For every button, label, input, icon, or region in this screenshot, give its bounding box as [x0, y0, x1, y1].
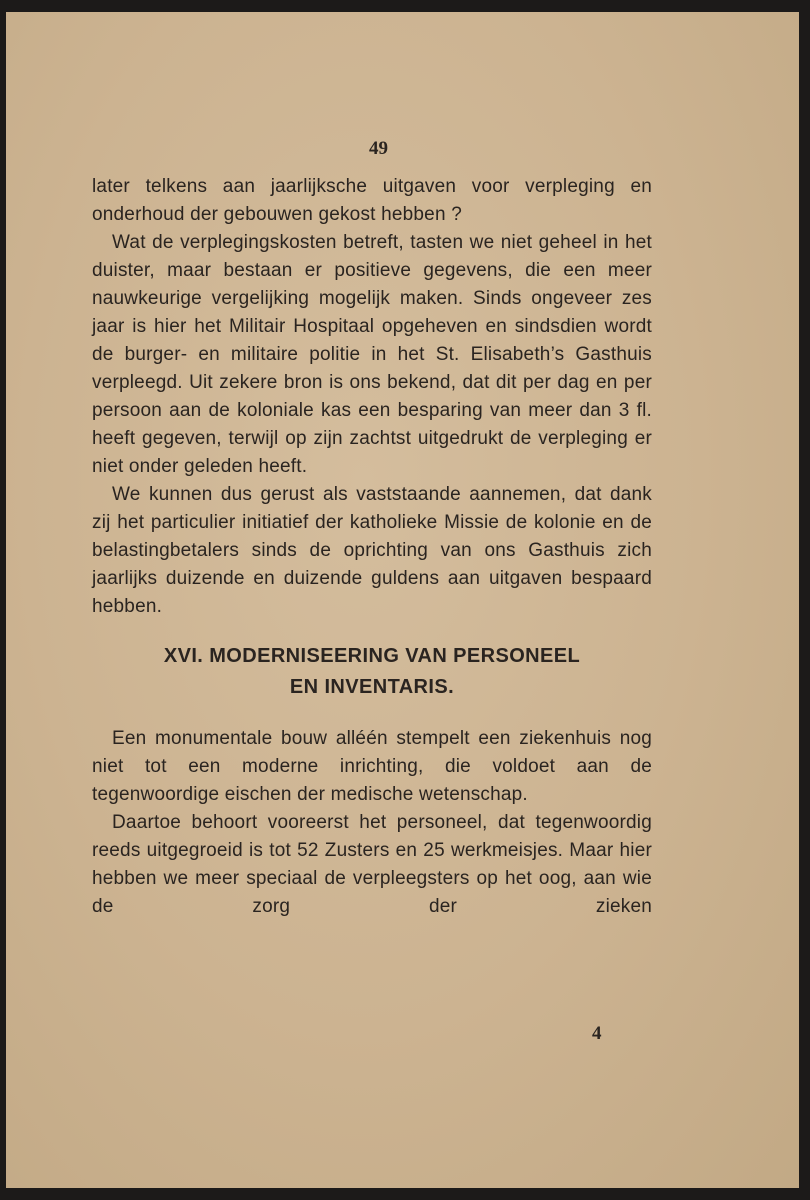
book-page	[6, 12, 799, 1188]
section-heading-line-1: XVI. MODERNISEERING VAN PERSONEEL	[163, 645, 581, 667]
paragraph-modern-building: Een monumentale bouw alléén stempelt een ziekenhuis nog niet tot een moderne inrichting, die voldoet aan de tegenwoordige eischen der medische wetenschap.	[92, 728, 652, 805]
signature-mark: 4	[592, 1023, 602, 1044]
section-heading	[92, 641, 652, 703]
paragraph-conclusion: We kunnen dus gerust als vaststaande aannemen, dat dank zij het particulier initiatief der katholieke Missie de kolonie en de belastingbetalers sinds de oprichting van ons Gasthuis zich jaarlijks duizende en duizende guldens aan uitgaven bespaard hebben.	[92, 484, 652, 617]
paragraph-continuation: later telkens aan jaarlijksche uitgaven voor verpleging en onderhoud der gebouwen gekost hebben ?	[92, 176, 652, 225]
body-text	[92, 173, 652, 921]
paragraph-personnel: Daartoe behoort vooreerst het personeel, dat tegenwoordig reeds uitgegroeid is tot 52 Zusters en 25 werkmeisjes. Maar hier hebben we meer speciaal de verpleegsters op het oog, aan wie de zorg der zieken	[92, 812, 652, 917]
section-heading-line-2: EN INVENTARIS.	[289, 676, 455, 698]
paragraph-care-costs: Wat de verplegingskosten betreft, tasten we niet geheel in het duister, maar bestaan er positieve gegevens, die een meer nauwkeurige vergelijking mogelijk maken. Sinds ongeveer zes jaar is hier het Militair Hospitaal opgeheven en sindsdien wordt de burger- en militaire politie in het St. Elisabeth’s Gasthuis verpleegd. Uit zekere bron is ons bekend, dat dit per dag en per persoon aan de koloniale kas een besparing van meer dan 3 fl. heeft gegeven, terwijl op zijn zachtst uitgedrukt de verpleging er niet onder geleden heeft.	[92, 232, 652, 477]
page-number: 49	[369, 138, 388, 159]
